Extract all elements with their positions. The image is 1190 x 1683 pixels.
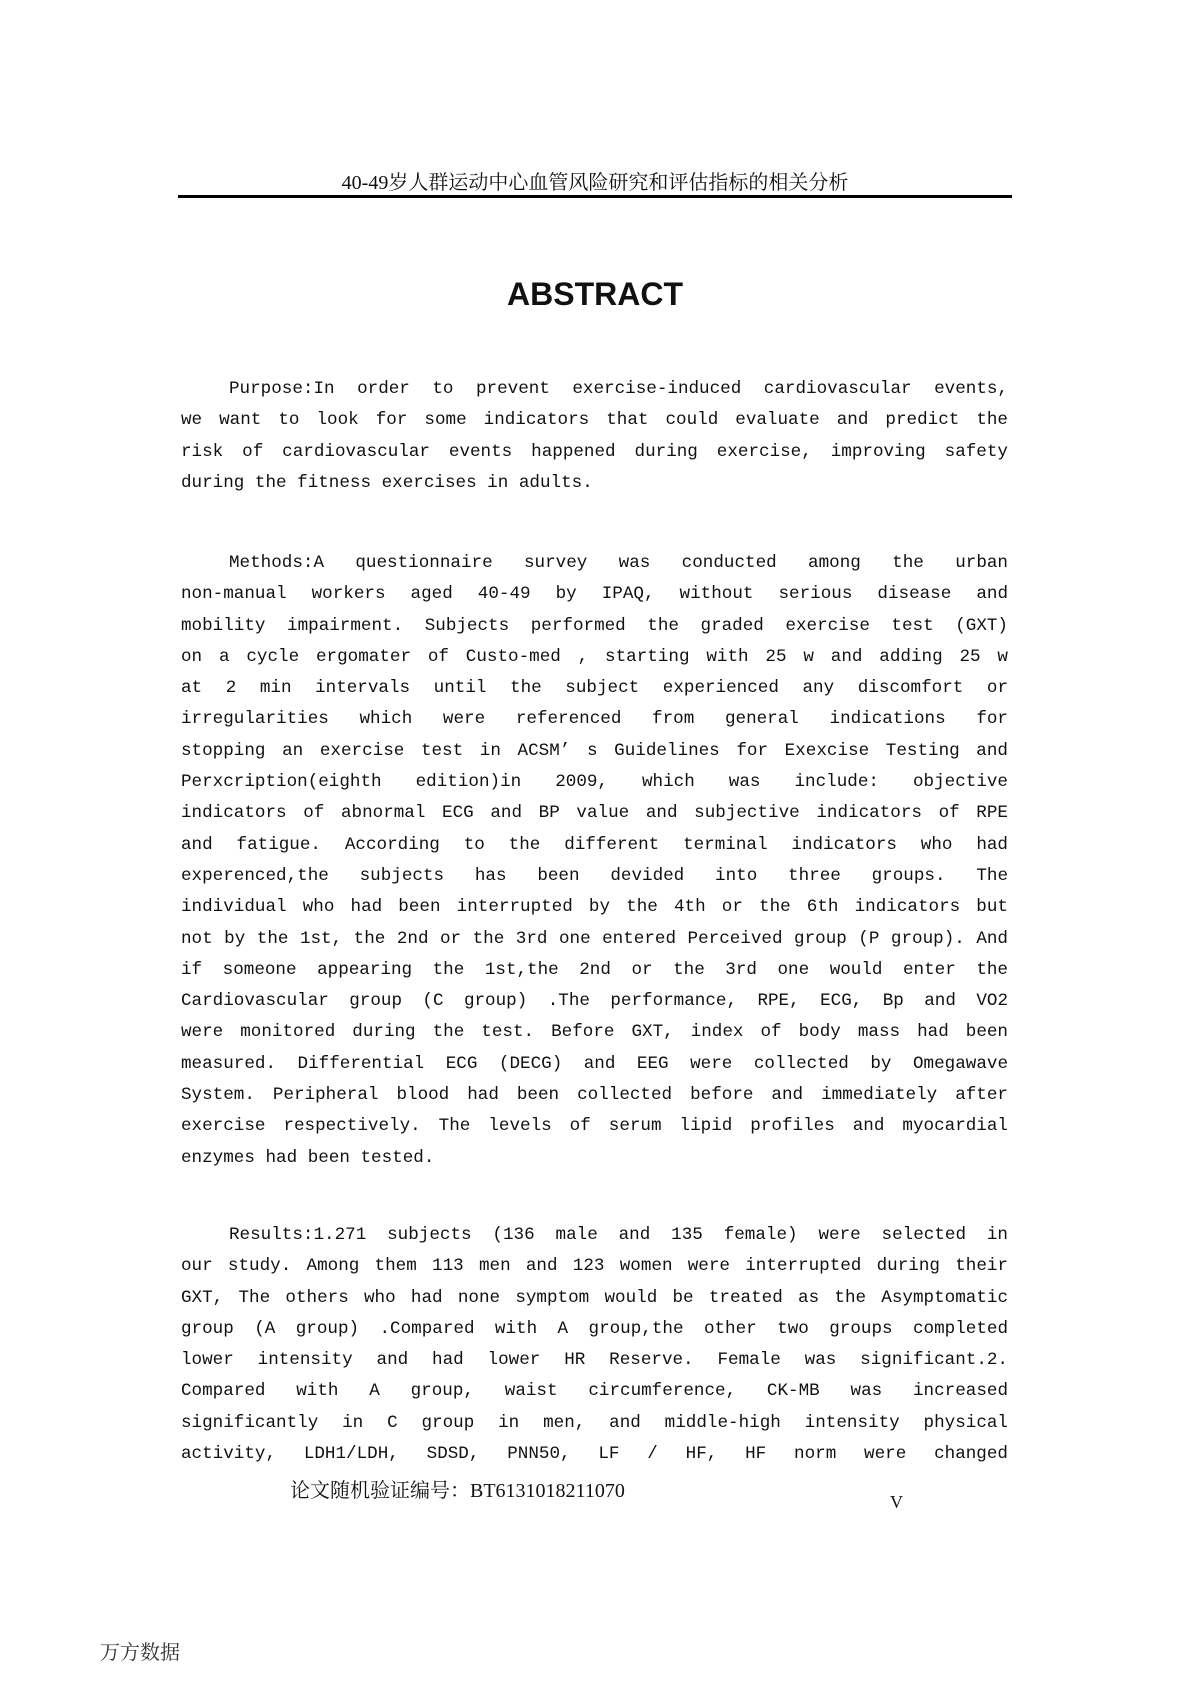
text-line: and fatigue. According to the different terminal indicators who had [181,834,1008,855]
text-line: experenced,the subjects has been devided into three groups. The [181,865,1008,886]
text-line: System. Peripheral blood had been collected before and immediately after [181,1085,1008,1106]
text-line: non-manual workers aged 40-49 by IPAQ, without serious disease and [181,584,1008,605]
text-line: group (A group) .Compared with A group,the other two groups completed [181,1318,1008,1339]
footer-watermark: 万方数据 [100,1642,180,1664]
text-line: Compared with A group, waist circumference, CK-MB was increased [181,1381,1008,1402]
text-line: measured. Differential ECG (DECG) and EEG were collected by Omegawave [181,1053,1008,1074]
text-line: individual who had been interrupted by the 4th or the 6th indicators but [181,897,1008,918]
paragraph-results [181,1220,1008,1470]
text-line: stopping an exercise test in ACSM’ s Guidelines for Exexcise Testing and [181,740,1008,761]
text-line: were monitored during the test. Before GXT, index of body mass had been [181,1022,1008,1043]
text-line: exercise respectively. The levels of serum lipid profiles and myocardial [181,1116,1008,1137]
text-line: if someone appearing the 1st,the 2nd or the 3rd one would enter the [181,959,1008,980]
text-line: Purpose:In order to prevent exercise-induced cardiovascular events, [229,379,1008,399]
text-line: lower intensity and had lower HR Reserve. Female was significant.2. [181,1350,1008,1371]
text-line: GXT, The others who had none symptom would be treated as the Asymptomatic [181,1287,1008,1308]
page-number: V [890,1492,903,1512]
text-line: not by the 1st, the 2nd or the 3rd one entered Perceived group (P group). And [181,928,1008,949]
abstract-heading: ABSTRACT [507,276,683,312]
paragraph-purpose [181,374,1008,499]
text-line: Perxcription(eighth edition)in 2009, which was include: objective [181,772,1008,793]
text-line: during the fitness exercises in adults. [181,472,593,493]
paragraph-methods [181,548,1008,1174]
running-header-title: 40-49岁人群运动中心血管风险研究和评估指标的相关分析 [341,172,849,194]
text-line: at 2 min intervals until the subject experienced any discomfort or [181,678,1008,699]
text-line: enzymes had been tested. [181,1147,435,1168]
text-line: Results:1.271 subjects (136 male and 135 female) were selected in [229,1225,1008,1245]
text-line: Cardiovascular group (C group) .The performance, RPE, ECG, Bp and VO2 [181,991,1008,1012]
header-rule [178,195,1012,198]
text-line: mobility impairment. Subjects performed the graded exercise test (GXT) [181,615,1008,636]
text-line: our study. Among them 113 men and 123 women were interrupted during their [181,1256,1008,1277]
text-line: Methods:A questionnaire survey was conducted among the urban [229,553,1008,573]
text-line: irregularities which were referenced from general indications for [181,709,1008,730]
text-line: risk of cardiovascular events happened during exercise, improving safety [181,441,1008,462]
verification-number: 论文随机验证编号：BT6131018211070 [290,1480,625,1502]
text-line: we want to look for some indicators that could evaluate and predict the [181,410,1008,431]
text-line: significantly in C group in men, and middle-high intensity physical [181,1412,1008,1433]
text-line: activity, LDH1/LDH, SDSD, PNN50, LF / HF, HF norm were changed [181,1444,1008,1465]
text-line: on a cycle ergomater of Custo-med , starting with 25 w and adding 25 w [181,646,1008,667]
text-line: indicators of abnormal ECG and BP value and subjective indicators of RPE [181,803,1008,824]
